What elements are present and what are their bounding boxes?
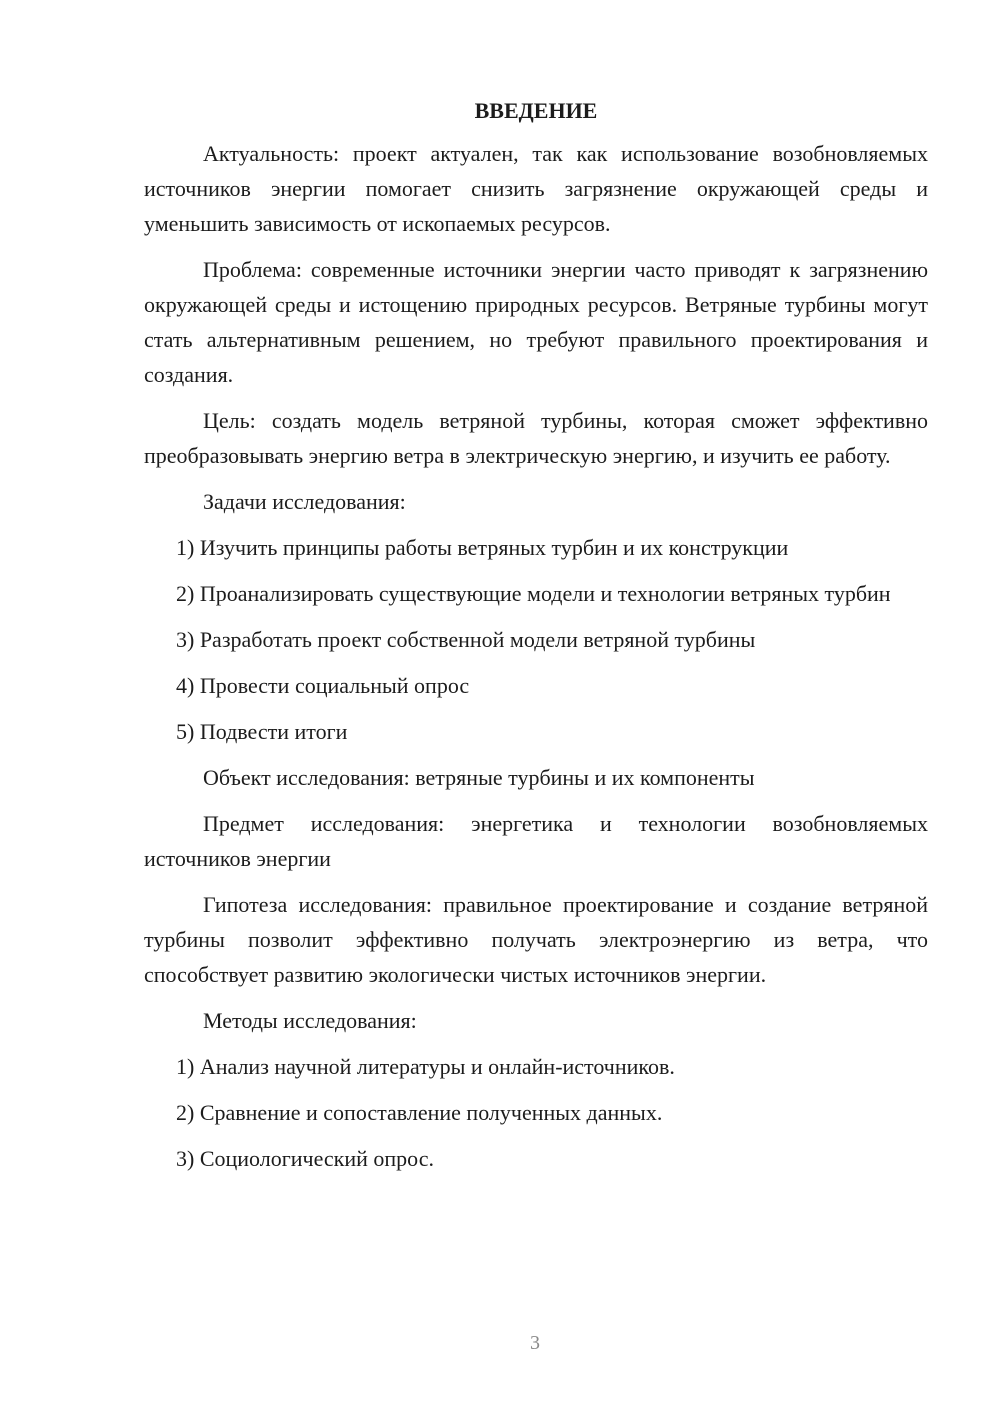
object-paragraph: Объект исследования: ветряные турбины и их компоненты: [203, 765, 755, 790]
tasks-heading: Задачи исследования:: [203, 489, 406, 514]
tasks-list: [144, 530, 928, 749]
subject-paragraph: Предмет исследования: энергетика и технологии возобновляемых источников энергии: [144, 811, 928, 871]
methods-heading: Методы исследования:: [203, 1008, 417, 1033]
document-page: [144, 96, 928, 1187]
list-item: 5) Подвести итоги: [176, 719, 348, 744]
methods-list: [144, 1049, 928, 1176]
list-item: 2) Проанализировать существующие модели и технологии ветряных турбин: [176, 581, 891, 606]
list-item: 3) Разработать проект собственной модели ветряной турбины: [176, 627, 756, 652]
list-item: 4) Провести социальный опрос: [176, 673, 470, 698]
relevance-paragraph: Актуальность: проект актуален, так как использование возобновляемых источников энергии помогает снизить загрязнение окружающей среды и уменьшить зависимость от ископаемых ресурсов.: [144, 141, 928, 236]
hypothesis-paragraph: Гипотеза исследования: правильное проектирование и создание ветряной турбины позволит эффективно получать электроэнергию из ветра, что способствует развитию экологически чистых источников энергии.: [144, 892, 928, 987]
problem-paragraph: Проблема: современные источники энергии часто приводят к загрязнению окружающей среды и истощению природных ресурсов. Ветряные турбины могут стать альтернативным решением, но требуют правильного проектирования и создания.: [144, 257, 928, 387]
page-title: ВВЕДЕНИЕ: [474, 98, 598, 123]
list-item: 3) Социологический опрос.: [176, 1146, 434, 1171]
list-item: 1) Изучить принципы работы ветряных турбин и их конструкции: [176, 535, 789, 560]
goal-paragraph: Цель: создать модель ветряной турбины, которая сможет эффективно преобразовывать энергию ветра в электрическую энергию, и изучить ее работу.: [144, 408, 928, 468]
list-item: 2) Сравнение и сопоставление полученных данных.: [176, 1100, 663, 1125]
page-number: 3: [530, 1332, 540, 1354]
list-item: 1) Анализ научной литературы и онлайн-источников.: [176, 1054, 675, 1079]
